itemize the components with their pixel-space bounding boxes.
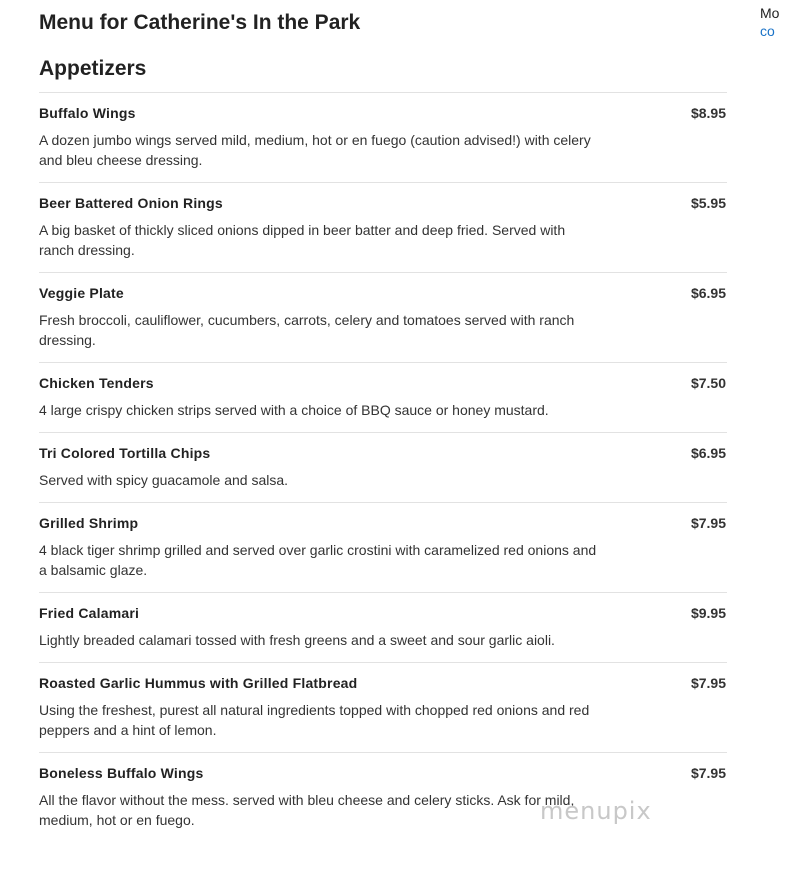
menu-item-description: 4 black tiger shrimp grilled and served over garlic crostini with caramelized red onions and a balsamic glaze. [39, 542, 597, 578]
watermark-logo: menupix [540, 797, 652, 825]
menu-item-name: Roasted Garlic Hummus with Grilled Flatbread [39, 675, 358, 691]
side-panel-link[interactable]: co [760, 23, 775, 39]
menu-item-name: Veggie Plate [39, 285, 124, 301]
menu-item-header [39, 514, 727, 532]
menu-item-description: A big basket of thickly sliced onions dipped in beer batter and deep fried. Served with ranch dressing. [39, 222, 566, 258]
menu-item-header [39, 764, 727, 782]
menu-item-description: A dozen jumbo wings served mild, medium, hot or en fuego (caution advised!) with celery and bleu cheese dressing. [39, 132, 591, 168]
menu-item-name: Boneless Buffalo Wings [39, 765, 204, 781]
menu-item [39, 93, 727, 183]
menu-item-description: Lightly breaded calamari tossed with fresh greens and a sweet and sour garlic aioli. [39, 632, 555, 648]
menu-item [39, 663, 727, 753]
menu-item-name: Grilled Shrimp [39, 515, 139, 531]
menu-item-header [39, 444, 727, 462]
menu-item-header [39, 284, 727, 302]
page-title: Menu for Catherine's In the Park [39, 11, 361, 34]
menu-item-description: Using the freshest, purest all natural ingredients topped with chopped red onions and red peppers and a hint of lemon. [39, 702, 590, 738]
menu-item-header [39, 674, 727, 692]
menu-item-header [39, 104, 727, 122]
side-panel [760, 4, 800, 40]
menu-item-header [39, 374, 727, 392]
menu-item-name: Beer Battered Onion Rings [39, 195, 223, 211]
menu-item [39, 273, 727, 363]
menu-item-price: $8.95 [690, 105, 726, 121]
menu-container [39, 0, 727, 842]
menu-item-description: Fresh broccoli, cauliflower, cucumbers, carrots, celery and tomatoes served with ranch dressing. [39, 312, 575, 348]
menu-item-price: $5.95 [690, 195, 726, 211]
menu-item [39, 183, 727, 273]
section-title-appetizers: Appetizers [39, 56, 727, 93]
menu-item-price: $6.95 [690, 445, 726, 461]
menu-item-price: $7.50 [690, 375, 726, 391]
menu-item-price: $6.95 [690, 285, 726, 301]
menu-item-name: Chicken Tenders [39, 375, 154, 391]
menu-item-description: All the flavor without the mess. served with bleu cheese and celery sticks. Ask for mild, medium, hot or en fuego. [39, 792, 575, 828]
menu-item [39, 363, 727, 433]
menu-item [39, 503, 727, 593]
menu-item [39, 593, 727, 663]
menu-item-name: Tri Colored Tortilla Chips [39, 445, 211, 461]
side-panel-text: Mo [760, 5, 780, 21]
menu-item-header [39, 604, 727, 622]
menu-item-price: $7.95 [690, 675, 726, 691]
menu-item-name: Fried Calamari [39, 605, 140, 621]
menu-item-header [39, 194, 727, 212]
menu-item-price: $7.95 [690, 515, 726, 531]
menu-item-price: $7.95 [690, 765, 726, 781]
menu-item [39, 433, 727, 503]
menu-item-description: Served with spicy guacamole and salsa. [39, 472, 289, 488]
menu-item-price: $9.95 [690, 605, 726, 621]
menu-items-list [39, 93, 727, 842]
menu-item-description: 4 large crispy chicken strips served with a choice of BBQ sauce or honey mustard. [39, 402, 549, 418]
menu-item-name: Buffalo Wings [39, 105, 136, 121]
